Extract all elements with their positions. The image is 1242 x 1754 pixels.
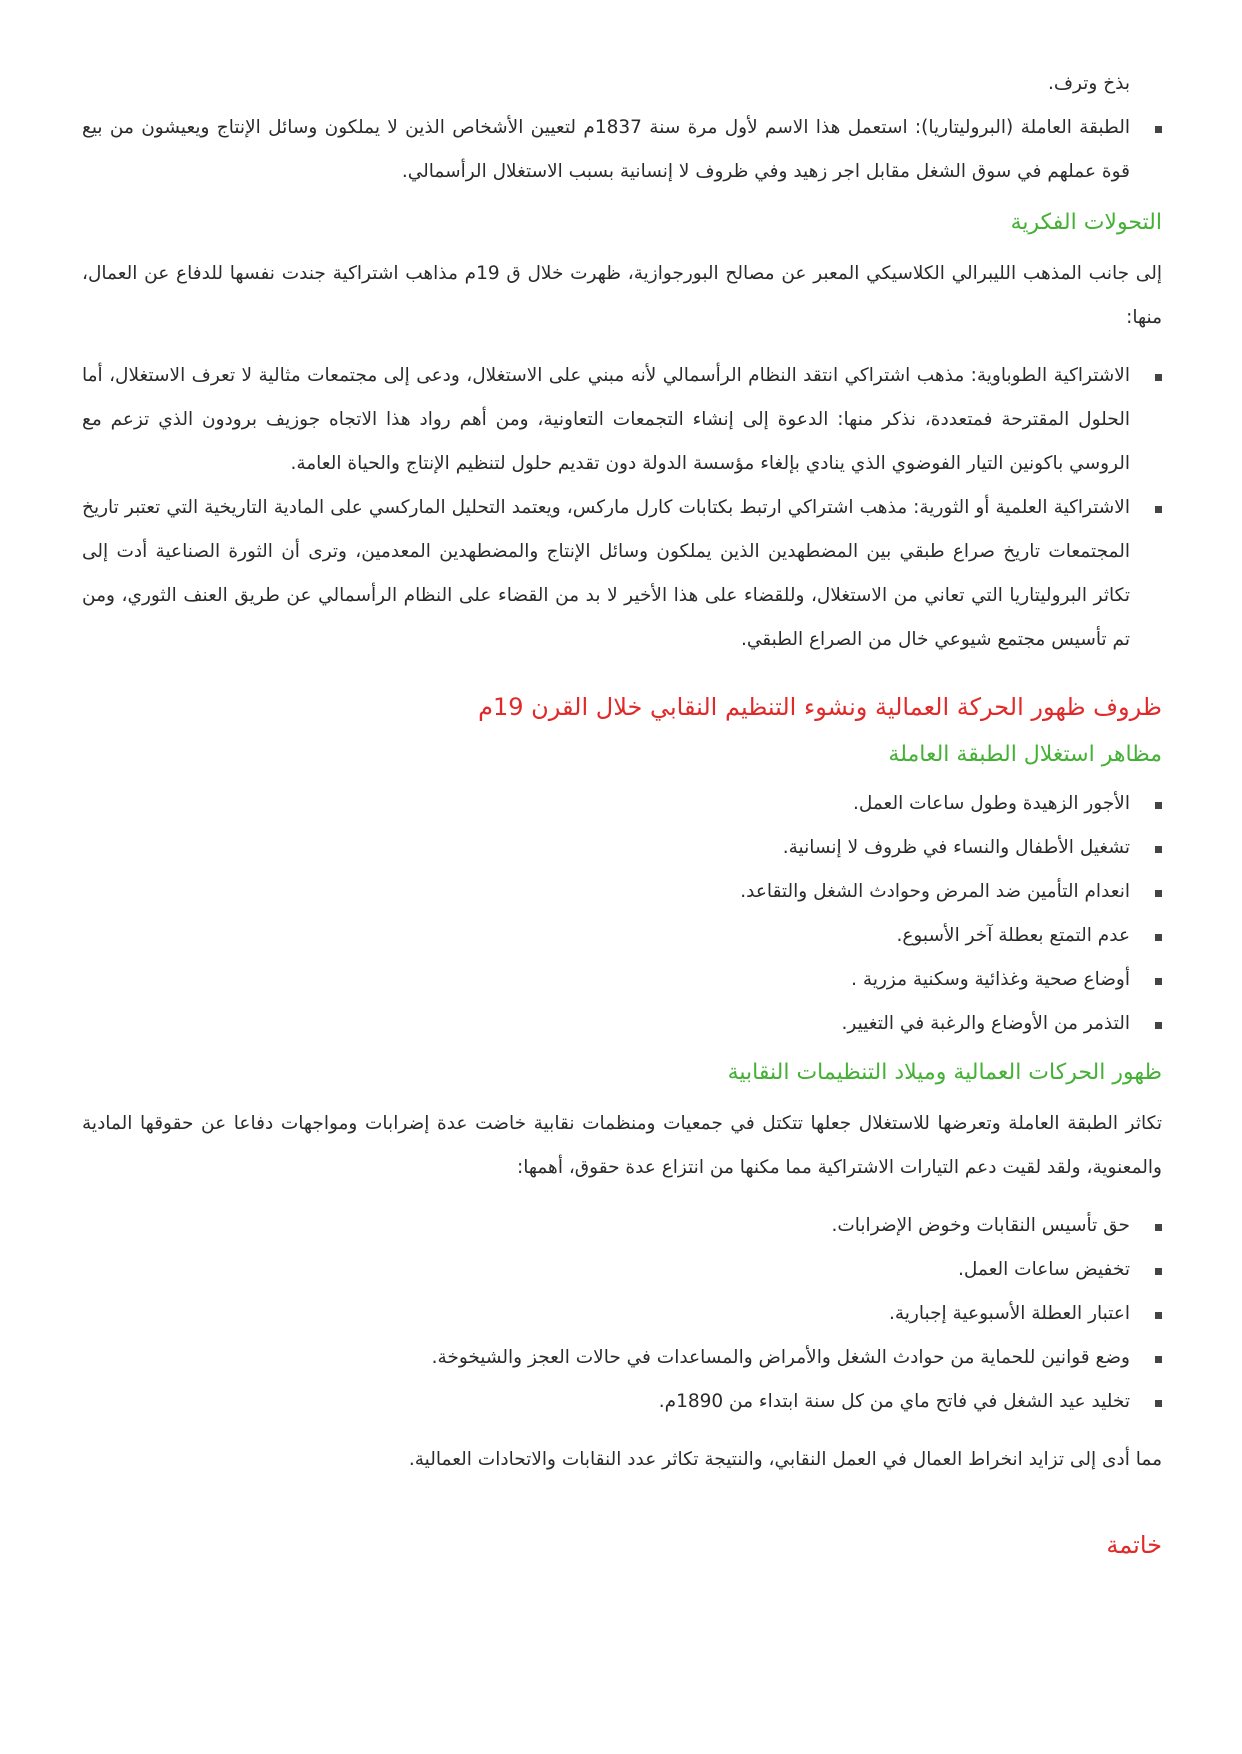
list-item: الاشتراكية العلمية أو الثورية: مذهب اشتراكي ارتبط بكتابات كارل ماركس، ويعتمد التحليل الماركسي على المادية التاريخية التي تعتبر تاريخ المجتمعات تاريخ صراع طبقي بين المضطهدين الذين يملكون وسائل الإنتاج والمضطهدين المعدمين، وترى أن الثورة الصناعية أدت إلى تكاثر البروليتاريا التي تعاني من الاستغلال، وللقضاء على هذا الأخير لا بد من القضاء على النظام الرأسمالي عن طريق العنف الثوري، ومن تم تأسيس مجتمع شيوعي خال من الصراع الطبقي. xyxy=(82,486,1162,662)
list-item: التذمر من الأوضاع والرغبة في التغيير. xyxy=(82,1002,1162,1046)
list-item: تخفيض ساعات العمل. xyxy=(82,1248,1162,1292)
socialism-list xyxy=(82,354,1162,662)
list-item: عدم التمتع بعطلة آخر الأسبوع. xyxy=(82,914,1162,958)
exploitation-list xyxy=(82,782,1162,1046)
list-item: حق تأسيس النقابات وخوض الإضرابات. xyxy=(82,1204,1162,1248)
intro-continuation: بذخ وترف. xyxy=(1047,73,1130,94)
unions-paragraph: تكاثر الطبقة العاملة وتعرضها للاستغلال جعلها تتكتل في جمعيات ومنظمات نقابية خاضت عدة إضرابات ومواجهات دفاعا عن حقوقها المادية والمعنوية، ولقد لقيت دعم التيارات الاشتراكية مما مكنها من انتزاع عدة حقوق، أهمها: xyxy=(82,1113,1162,1178)
list-item: اعتبار العطلة الأسبوعية إجبارية. xyxy=(82,1292,1162,1336)
section-heading-unions: ظهور الحركات العمالية وميلاد التنظيمات النقابية xyxy=(727,1060,1162,1085)
list-item: الطبقة العاملة (البروليتاريا): استعمل هذا الاسم لأول مرة سنة 1837م لتعيين الأشخاص الذين لا يملكون وسائل الإنتاج ويعيشون من بيع قوة عملهم في سوق الشغل مقابل اجر زهيد وفي ظروف لا إنسانية بسبب الاستغلال الرأسمالي. xyxy=(82,106,1162,194)
list-item: انعدام التأمين ضد المرض وحوادث الشغل والتقاعد. xyxy=(82,870,1162,914)
list-item: تخليد عيد الشغل في فاتح ماي من كل سنة ابتداء من 1890م. xyxy=(82,1380,1162,1424)
intellectual-paragraph: إلى جانب المذهب الليبرالي الكلاسيكي المعبر عن مصالح البورجوازية، ظهرت خلال ق 19م مذاهب اشتراكية جندت نفسها للدفاع عن العمال، منها: xyxy=(82,263,1162,328)
section-heading-conclusion: خاتمة xyxy=(1106,1531,1162,1559)
section-heading-labor-movement: ظروف ظهور الحركة العمالية ونشوء التنظيم النقابي خلال القرن 19م xyxy=(478,693,1162,721)
intro-list xyxy=(82,106,1162,194)
rights-list xyxy=(82,1204,1162,1424)
list-item: وضع قوانين للحماية من حوادث الشغل والأمراض والمساعدات في حالات العجز والشيخوخة. xyxy=(82,1336,1162,1380)
unions-result: مما أدى إلى تزايد انخراط العمال في العمل النقابي، والنتيجة تكاثر عدد النقابات والاتحادات العمالية. xyxy=(408,1449,1162,1470)
list-item: الاشتراكية الطوباوية: مذهب اشتراكي انتقد النظام الرأسمالي لأنه مبني على الاستغلال، ودعى إلى مجتمعات مثالية لا تعرف الاستغلال، أما الحلول المقترحة فمتعددة، نذكر منها: الدعوة إلى إنشاء التجمعات التعاونية، ومن أهم رواد هذا الاتجاه جوزيف برودون الذي تزعم مع الروسي باكونين التيار الفوضوي الذي ينادي بإلغاء مؤسسة الدولة دون تقديم حلول لتنظيم الإنتاج والحياة العامة. xyxy=(82,354,1162,486)
list-item: الأجور الزهيدة وطول ساعات العمل. xyxy=(82,782,1162,826)
section-heading-exploitation: مظاهر استغلال الطبقة العاملة xyxy=(888,742,1162,767)
section-heading-intellectual: التحولات الفكرية xyxy=(1010,210,1162,235)
list-item: أوضاع صحية وغذائية وسكنية مزرية . xyxy=(82,958,1162,1002)
list-item: تشغيل الأطفال والنساء في ظروف لا إنسانية. xyxy=(82,826,1162,870)
